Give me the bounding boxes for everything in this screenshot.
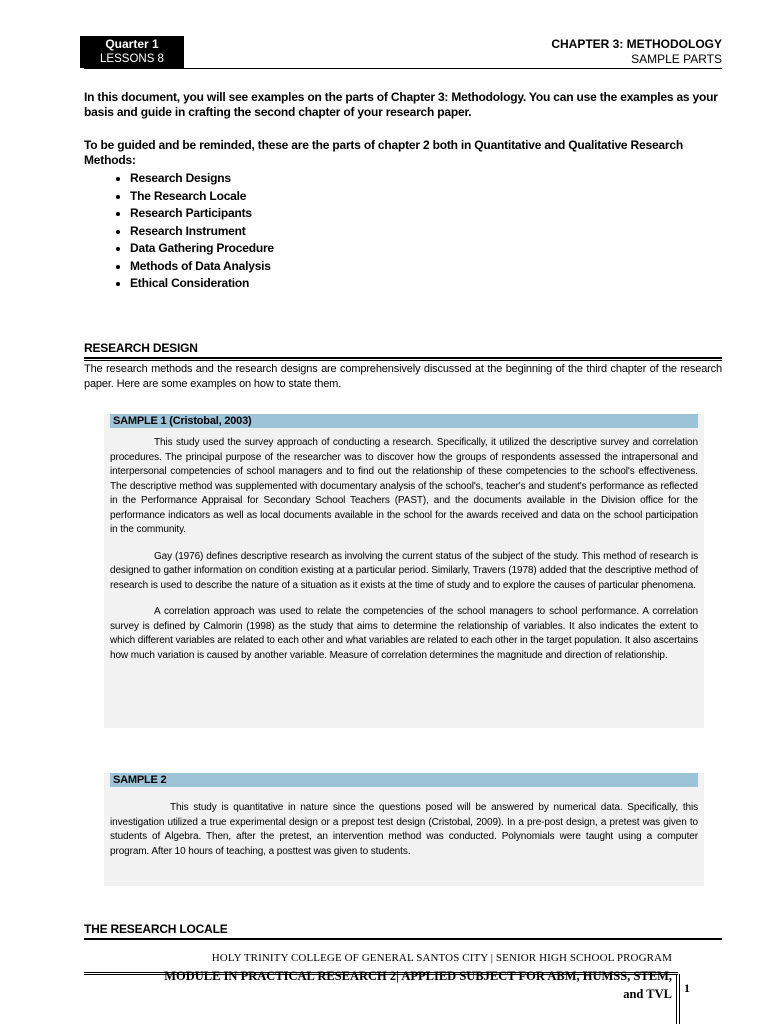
- quarter-label: Quarter 1: [105, 37, 159, 51]
- research-locale-heading: THE RESEARCH LOCALE: [84, 922, 228, 936]
- list-item: • Methods of Data Analysis: [130, 258, 274, 276]
- intro-paragraph-2: To be guided and be reminded, these are the parts of chapter 2 both in Quantitative and Qualitative Research Methods:: [84, 138, 683, 167]
- research-design-heading: RESEARCH DESIGN: [84, 341, 198, 355]
- chapter-title: CHAPTER 3: METHODOLOGY: [551, 37, 722, 51]
- chapter-heading: [551, 37, 722, 67]
- sample-2-title: SAMPLE 2: [110, 773, 698, 787]
- footer-module: [84, 967, 672, 1003]
- chapter-parts-list: [84, 170, 274, 293]
- sample-1-title: SAMPLE 1 (Cristobal, 2003): [110, 414, 698, 428]
- sample-1-paragraph-2: Gay (1976) defines descriptive research as involving the current status of the subject of the study. This method of research is designed to gather information on condition existing at a particular period. Similarly, Travers (1978) added that the descriptive method of research is used to describe the nature of a situation as it exists at the time of study and to explore the causes of particular phenomena.: [110, 550, 698, 591]
- list-item: • Data Gathering Procedure: [130, 240, 274, 258]
- sample-1-box: [104, 414, 704, 728]
- sample-1-paragraph-3: A correlation approach was used to relate the competencies of the school managers to school performance. A correlation survey is defined by Calmorin (1998) as the study that aims to determine the relationship of variables. It also indicates the extent to which different variables are related to each other and what variables are related to each other in the target population. It also ascertains how much variation is caused by another variable. Measure of correlation determines the magnitude and direction of relationship.: [110, 606, 698, 661]
- footer-module-line-2: and TVL: [623, 987, 672, 1001]
- chapter-subtitle: SAMPLE PARTS: [631, 52, 722, 66]
- list-item: • Ethical Consideration: [130, 275, 274, 293]
- intro-paragraph-1: In this document, you will see examples on the parts of Chapter 3: Methodology. You can use the examples as your basis and guide in crafting the second chapter of your research paper.: [84, 90, 718, 119]
- header-rule: [84, 68, 722, 69]
- footer-divider: [676, 974, 677, 1024]
- sample-2-box: [104, 773, 704, 886]
- lesson-badge: [80, 36, 184, 68]
- section-rule: [84, 360, 722, 361]
- section-rule: [84, 938, 722, 940]
- list-item: • Research Participants: [130, 205, 274, 223]
- list-item: • Research Instrument: [130, 223, 274, 241]
- sample-2-paragraph-1: This study is quantitative in nature since the questions posed will be answered by numerical data. Specifically, this investigation utilized a true experimental design or a prepost test design (Cristobal, 2009). In a pre-post design, a pretest was given to students of Algebra. Then, after the pretest, an intervention method was conducted. Polynomials were taught using a computer program. After 10 hours of teaching, a posttest was given to students.: [110, 802, 698, 857]
- list-item: • The Research Locale: [130, 188, 274, 206]
- footer-module-line: MODULE IN PRACTICAL RESEARCH 2| APPLIED SUBJECT FOR ABM, HUMSS, STEM,: [164, 969, 672, 983]
- research-design-text: The research methods and the research designs are comprehensively discussed at the beginning of the third chapter of the research paper. Here are some examples on how to state them.: [84, 363, 722, 390]
- page-number: 1: [684, 981, 690, 995]
- section-rule: [84, 357, 722, 359]
- sample-1-paragraph-1: This study used the survey approach of conducting a research. Specifically, it utilized the descriptive survey and correlation procedures. The principal purpose of the researcher was to discover how the groups of respondents assessed the intrapersonal and interpersonal competencies of school managers and to find out the relationship of these competencies to the school's effectiveness. The descriptive method was supplemented with documentary analysis of the school's, teacher's and student's performance as reflected in the Performance Appraisal for Secondary School Teachers (PAST), and the documents available in the Division office for the performance indicators as well as local documents available in the school for the awards received and data on the school participation in the community.: [110, 437, 698, 535]
- list-item: • Research Designs: [130, 170, 274, 188]
- footer-school: HOLY TRINITY COLLEGE OF GENERAL SANTOS CITY | SENIOR HIGH SCHOOL PROGRAM: [211, 952, 672, 964]
- lessons-label: LESSONS 8: [100, 53, 164, 65]
- footer-divider: [679, 974, 680, 1024]
